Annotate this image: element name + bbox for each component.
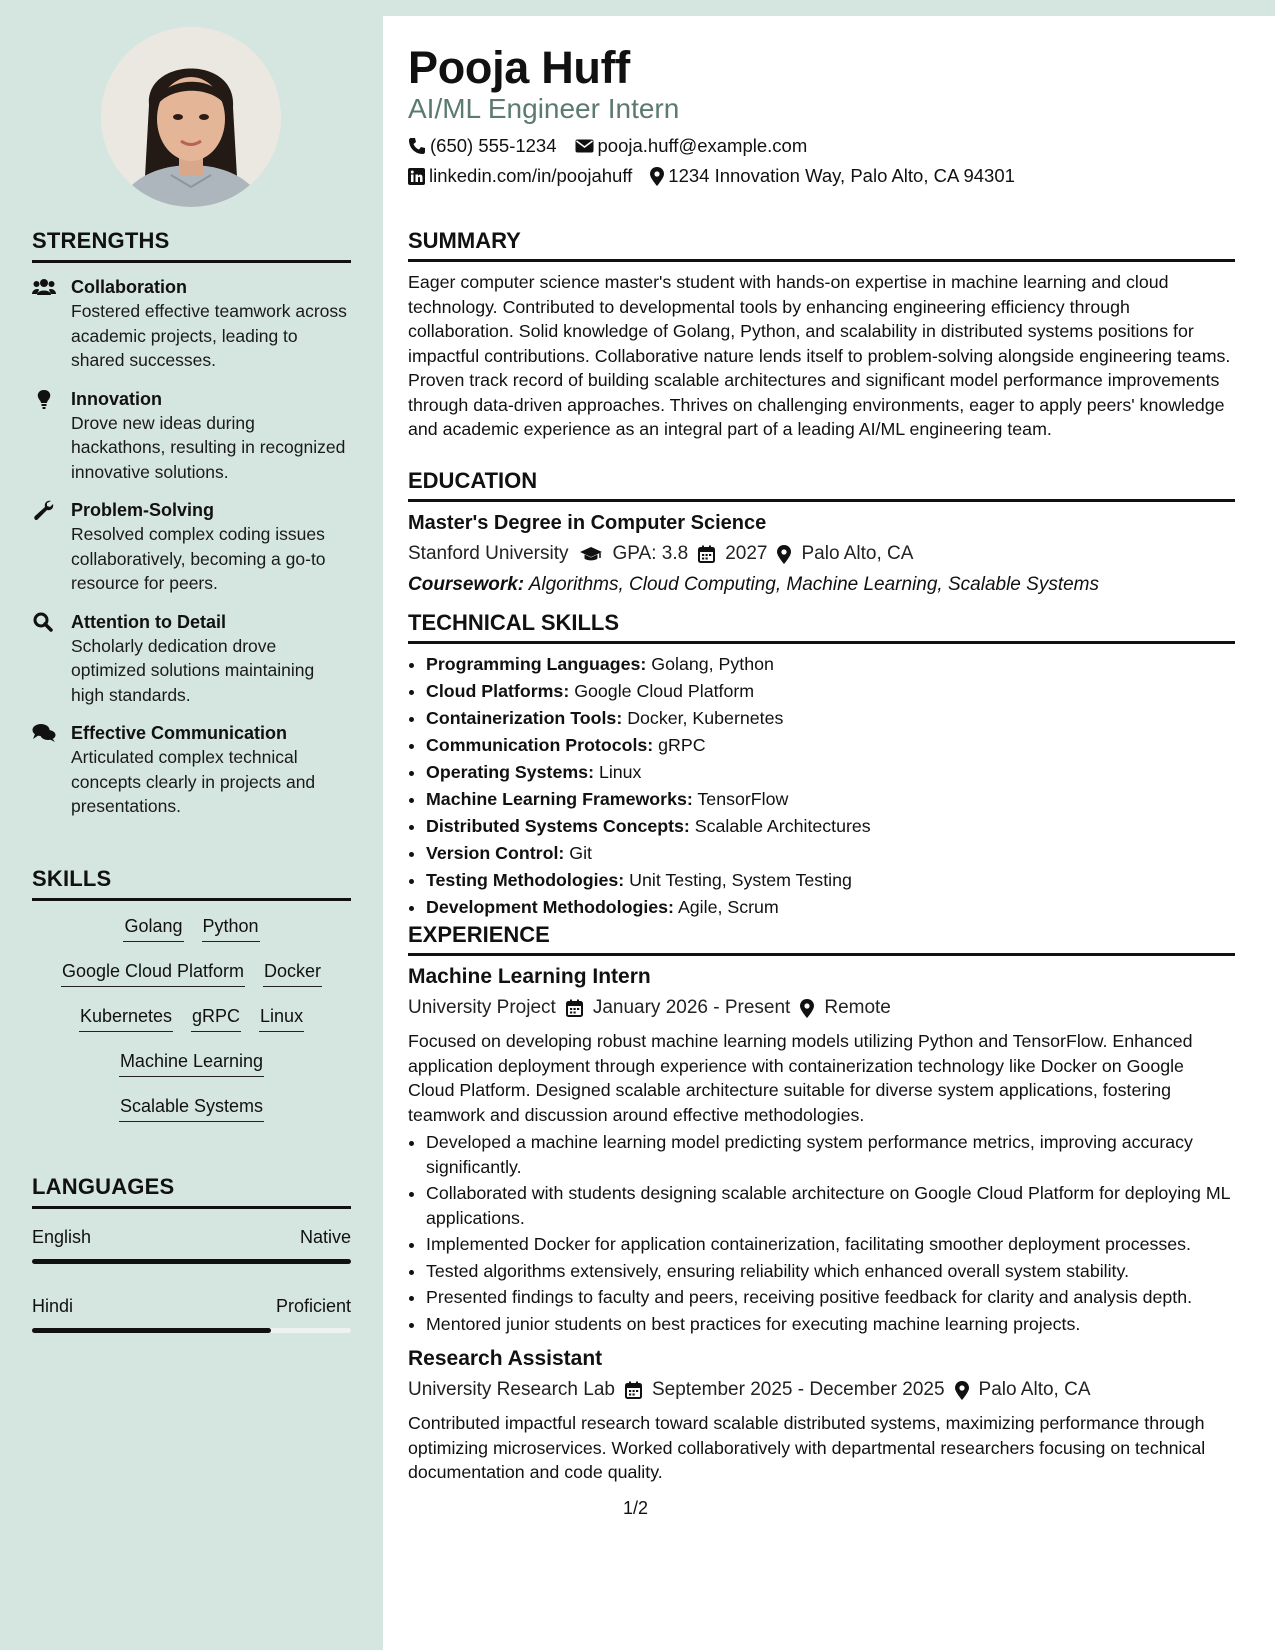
- strength-desc: Articulated complex technical concepts clearly in projects and presentations.: [71, 747, 316, 816]
- skill-row: [32, 913, 351, 958]
- location-pin-icon: [800, 999, 814, 1018]
- list-item: [426, 867, 1235, 894]
- graduation-cap-icon: [579, 546, 603, 562]
- skill-label: Operating Systems:: [426, 762, 594, 782]
- skill-row: [32, 1003, 351, 1048]
- linkedin-icon: [408, 168, 425, 185]
- address-contact: [650, 164, 1015, 188]
- job-org: University Project: [408, 997, 556, 1018]
- skill-chip: Google Cloud Platform: [61, 958, 245, 987]
- job-meta: [408, 995, 1235, 1021]
- list-item: [426, 759, 1235, 786]
- chat-icon: [32, 723, 56, 743]
- location-pin-icon: [777, 545, 791, 564]
- experience-section: [408, 922, 1235, 1485]
- skill-value: Docker, Kubernetes: [627, 708, 784, 728]
- candidate-name: Pooja Huff: [408, 42, 630, 93]
- strength-item: [32, 721, 351, 819]
- location-pin-icon: [650, 167, 664, 186]
- strength-item: [32, 387, 351, 485]
- school-name: Stanford University: [408, 543, 569, 564]
- education-section: [408, 468, 1235, 598]
- strength-item: [32, 498, 351, 596]
- skill-label: Cloud Platforms:: [426, 681, 570, 701]
- coursework-text: Algorithms, Cloud Computing, Machine Learning, Scalable Systems: [528, 574, 1099, 595]
- job-location: Remote: [824, 997, 891, 1018]
- email-contact[interactable]: [575, 134, 808, 158]
- experience-title: EXPERIENCE: [408, 922, 1235, 956]
- job-location: Palo Alto, CA: [978, 1379, 1091, 1400]
- strengths-title: STRENGTHS: [32, 228, 351, 263]
- list-item: • Presented findings to faculty and peers, receiving positive feedback for clarity and analysis depth.: [426, 1285, 1235, 1310]
- sidebar: [0, 0, 383, 1650]
- users-icon: [32, 277, 56, 297]
- education-meta: [408, 541, 1235, 567]
- education-title: EDUCATION: [408, 468, 1235, 502]
- skill-row: [32, 958, 351, 1003]
- skill-value: TensorFlow: [697, 789, 789, 809]
- phone-text: (650) 555-1234: [430, 135, 557, 156]
- list-item: [426, 786, 1235, 813]
- strength-title: Effective Communication: [71, 723, 288, 743]
- language-item: [32, 1225, 351, 1264]
- list-item: [426, 813, 1235, 840]
- skill-row: [32, 1048, 351, 1093]
- summary-section: [408, 228, 1235, 442]
- coursework: [408, 572, 1235, 598]
- job-org: University Research Lab: [408, 1379, 615, 1400]
- contact-row: [408, 164, 1015, 188]
- skill-label: Containerization Tools:: [426, 708, 623, 728]
- job-title: Machine Learning Intern: [408, 965, 651, 988]
- phone-contact: [408, 134, 557, 158]
- graduation-year: 2027: [725, 543, 768, 564]
- contact-row: [408, 134, 807, 158]
- coursework-label: Coursework:: [408, 574, 525, 595]
- strength-item: [32, 610, 351, 708]
- email-text: pooja.huff@example.com: [597, 135, 808, 156]
- skill-label: Distributed Systems Concepts:: [426, 816, 690, 836]
- skill-chip: Scalable Systems: [119, 1093, 264, 1122]
- language-level: Native: [299, 1227, 351, 1247]
- skill-label: Communication Protocols:: [426, 735, 654, 755]
- language-bar: [32, 1259, 351, 1264]
- job-title: Research Assistant: [408, 1347, 603, 1370]
- address-text: 1234 Innovation Way, Palo Alto, CA 94301: [668, 165, 1015, 186]
- job-summary: Contributed impactful research toward scalable distributed systems, maximizing performance through optimizing microservices. Worked collaboratively with departmental researchers focusing on technical documentation and code quality.: [408, 1413, 1206, 1482]
- skill-row: [32, 1093, 351, 1138]
- linkedin-text: linkedin.com/in/poojahuff: [429, 165, 633, 186]
- language-bar: [32, 1328, 351, 1333]
- technical-skills-title: TECHNICAL SKILLS: [408, 610, 1235, 644]
- phone-icon: [408, 137, 426, 155]
- list-item: • Implemented Docker for application containerization, facilitating smoother deployment processes.: [426, 1232, 1235, 1257]
- calendar-icon: [698, 545, 715, 563]
- skills-section: [32, 866, 351, 1138]
- strength-title: Innovation: [71, 388, 162, 409]
- languages-section: [32, 1174, 351, 1333]
- avatar: [101, 27, 281, 207]
- summary-text: Eager computer science master's student with hands-on expertise in machine learning and cloud technology. Contributed to developmental tools by enhancing engineering efficiency through collaboration. Solid knowledge of Golang, Python, and scalability in distributed systems positions for impactful contributions. Collaborative nature lends itself to problem-solving alongside engineering teams. Proven track record of building scalable architectures and significant model performance improvements through data-driven approaches. Thrives on challenging environments, eager to apply peers' knowledge and academic experience as an integral part of a leading AI/ML engineering team.: [408, 272, 1231, 439]
- education-location: Palo Alto, CA: [801, 543, 914, 564]
- strength-desc: Resolved complex coding issues collaboratively, becoming a go-to resource for peers.: [71, 524, 326, 593]
- calendar-icon: [625, 1381, 642, 1399]
- wrench-icon: [32, 500, 56, 520]
- gpa-text: GPA: 3.8: [612, 543, 689, 564]
- strength-desc: Fostered effective teamwork across academic projects, leading to shared successes.: [71, 301, 347, 370]
- skill-value: Agile, Scrum: [677, 897, 779, 917]
- language-bar-fill: [32, 1328, 271, 1333]
- skill-chip: gRPC: [191, 1003, 241, 1032]
- strength-item: [32, 275, 351, 373]
- degree-title: Master's Degree in Computer Science: [408, 512, 767, 534]
- skill-value: Google Cloud Platform: [574, 681, 755, 701]
- job-dates: January 2026 - Present: [592, 997, 791, 1018]
- candidate-headline: AI/ML Engineer Intern: [408, 93, 680, 124]
- envelope-icon: [575, 138, 594, 154]
- job-bullets: [408, 1130, 1235, 1336]
- search-icon: [32, 612, 56, 632]
- skill-chip: Machine Learning: [119, 1048, 264, 1077]
- skill-value: Linux: [598, 762, 642, 782]
- skill-value: Git: [569, 843, 592, 863]
- list-item: [426, 705, 1235, 732]
- page-number: 1/2: [623, 1498, 649, 1518]
- lightbulb-icon: [32, 389, 56, 409]
- language-item: [32, 1294, 351, 1333]
- skill-value: Unit Testing, System Testing: [629, 870, 852, 890]
- skill-chip: Kubernetes: [79, 1003, 173, 1032]
- list-item: • Tested algorithms extensively, ensuring reliability which enhanced overall system stability.: [426, 1259, 1235, 1284]
- list-item: • Developed a machine learning model predicting system performance metrics, improving accuracy significantly.: [426, 1130, 1235, 1179]
- skill-label: Version Control:: [426, 843, 565, 863]
- list-item: [426, 678, 1235, 705]
- skill-label: Programming Languages:: [426, 654, 647, 674]
- skills-list: [32, 913, 351, 1138]
- language-level: Proficient: [275, 1296, 351, 1316]
- job-meta: [408, 1377, 1235, 1403]
- job-summary: Focused on developing robust machine learning models utilizing Python and TensorFlow. Enhanced application deployment through experience with containerization technology like Docker on Google Cloud Platform. Designed scalable architecture suitable for diverse system applications, fostering teamwork and discussion around effective methodologies.: [408, 1031, 1193, 1125]
- strength-title: Collaboration: [71, 277, 187, 297]
- list-item: • Mentored junior students on best practices for executing machine learning projects.: [426, 1312, 1235, 1337]
- linkedin-contact[interactable]: [408, 164, 632, 188]
- list-item: • Collaborated with students designing scalable architecture on Google Cloud Platform for deploying ML applications.: [426, 1181, 1235, 1230]
- technical-skills-section: [408, 610, 1235, 921]
- language-bar-fill: [32, 1259, 351, 1264]
- skill-chip: Docker: [263, 958, 322, 987]
- main-content: [383, 16, 1275, 1650]
- skill-value: gRPC: [658, 735, 706, 755]
- strength-title: Problem-Solving: [71, 500, 215, 520]
- list-item: [426, 732, 1235, 759]
- location-pin-icon: [955, 1381, 969, 1400]
- technical-skills-list: [408, 651, 1235, 921]
- list-item: [426, 840, 1235, 867]
- strength-desc: Drove new ideas during hackathons, resulting in recognized innovative solutions.: [71, 412, 346, 482]
- languages-title: LANGUAGES: [32, 1174, 351, 1209]
- skills-title: SKILLS: [32, 866, 351, 901]
- summary-title: SUMMARY: [408, 228, 1235, 262]
- strengths-section: [32, 228, 351, 819]
- skill-value: Scalable Architectures: [694, 816, 871, 836]
- skill-chip: Golang: [123, 913, 183, 942]
- strength-title: Attention to Detail: [71, 611, 226, 632]
- list-item: [426, 894, 1235, 921]
- language-name: English: [32, 1227, 92, 1247]
- skill-chip: Python: [202, 913, 260, 942]
- skill-chip: Linux: [259, 1003, 304, 1032]
- skill-value: Golang, Python: [651, 654, 774, 674]
- strength-desc: Scholarly dedication drove optimized solutions maintaining high standards.: [71, 635, 315, 705]
- skill-label: Testing Methodologies:: [426, 870, 625, 890]
- language-name: Hindi: [32, 1296, 74, 1316]
- list-item: [426, 651, 1235, 678]
- skill-label: Machine Learning Frameworks:: [426, 789, 693, 809]
- job-dates: September 2025 - December 2025: [651, 1379, 945, 1400]
- calendar-icon: [566, 999, 583, 1017]
- skill-label: Development Methodologies:: [426, 897, 674, 917]
- profile-photo: [101, 27, 281, 207]
